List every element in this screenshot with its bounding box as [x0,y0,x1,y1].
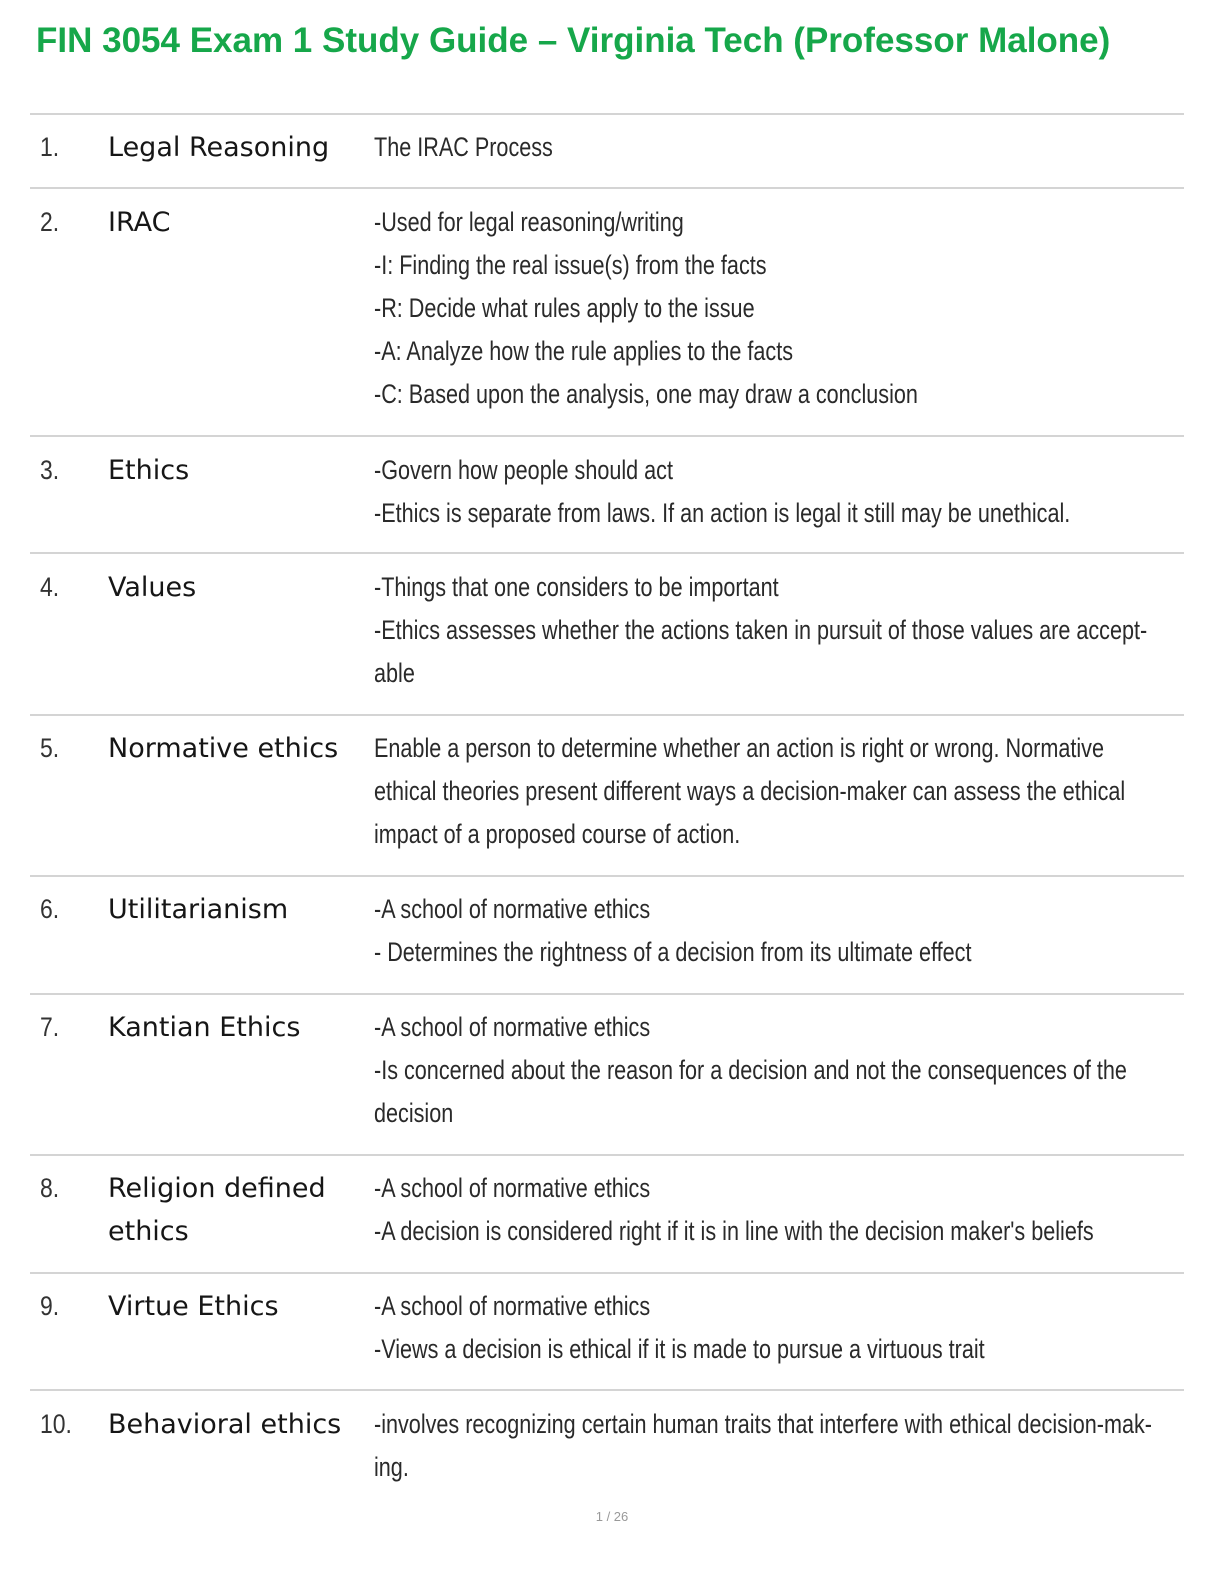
definition-line: -A school of normative ethics [374,1291,651,1321]
term-name: IRAC [108,207,171,238]
definition-line: -A: Analyze how the rule applies to the facts [374,336,794,366]
row-divider [30,1272,1184,1274]
definition-line: -Used for legal reasoning/writing [374,207,684,237]
item-number: 1. [40,132,60,162]
term-name: Legal Reasoning [108,132,330,163]
definition-line: -Is concerned about the reason for a decision and not the consequences of the [374,1055,1127,1085]
definition [374,888,1121,974]
definition-line: -A school of normative ethics [374,894,651,924]
definition [374,566,1224,695]
definition-line: -C: Based upon the analysis, one may draw a conclusion [374,379,918,409]
definition-line: decision [374,1098,454,1128]
row-divider [30,714,1184,716]
term-name: Utilitarianism [108,894,289,925]
term-name: Virtue Ethics [108,1291,279,1322]
definition-line: -Ethics assesses whether the actions taken in pursuit of those values are accept- [374,615,1148,645]
term-name-line: Religion defined [108,1173,326,1204]
term-name: Behavioral ethics [108,1409,342,1440]
definition-line: -I: Finding the real issue(s) from the facts [374,250,767,280]
item-number: 7. [40,1012,60,1042]
definition-line: ing. [374,1452,409,1482]
row-divider [30,113,1184,115]
definition-line: ethical theories present different ways a decision-maker can assess the ethical [374,776,1126,806]
page-title: FIN 3054 Exam 1 Study Guide – Virginia Tech (Professor Malone) [36,21,1111,60]
definition-line: -A decision is considered right if it is in line with the decision maker's beliefs [374,1216,1094,1246]
page-number: 1 / 26 [595,1509,629,1524]
definition-line: -Ethics is separate from laws. If an action is legal it still may be unethical. [374,498,1071,528]
definition [374,1285,1137,1371]
definition-line: -involves recognizing certain human traits that interfere with ethical decision-mak- [374,1409,1152,1439]
item-number: 8. [40,1173,60,1203]
definition-line: -Govern how people should act [374,455,673,485]
definition [374,1006,1224,1135]
row-divider [30,1154,1184,1156]
term-name: Kantian Ethics [108,1012,301,1043]
definition-line: Enable a person to determine whether an action is right or wrong. Normative [374,733,1104,763]
item-number: 3. [40,455,60,485]
definition-line: able [374,658,415,688]
definition-line: -Things that one considers to be important [374,572,779,602]
item-number: 2. [40,207,60,237]
definition [374,449,1224,535]
definition [374,1403,1224,1489]
term-name-line: ethics [108,1216,189,1247]
definition-line: impact of a proposed course of action. [374,819,741,849]
definition [374,1167,1224,1253]
item-number: 10. [40,1409,72,1439]
term-name: Normative ethics [108,733,339,764]
term-name: Ethics [108,455,190,486]
definition-line: - Determines the rightness of a decision from its ultimate effect [374,937,972,967]
definition [374,126,598,169]
definition-line: The IRAC Process [374,132,553,162]
row-divider [30,187,1184,189]
row-divider [30,993,1184,995]
definition-line: -A school of normative ethics [374,1012,651,1042]
row-divider [30,552,1184,554]
item-number: 6. [40,894,60,924]
row-divider [30,1389,1184,1391]
term-name: Values [108,572,197,603]
row-divider [30,875,1184,877]
term-name [108,1167,378,1253]
definition-line: -R: Decide what rules apply to the issue [374,293,755,323]
row-divider [30,435,1184,437]
definition-line: -A school of normative ethics [374,1173,651,1203]
item-number: 9. [40,1291,60,1321]
definition-line: -Views a decision is ethical if it is made to pursue a virtuous trait [374,1334,985,1364]
item-number: 5. [40,733,60,763]
definition [374,727,1224,856]
item-number: 4. [40,572,60,602]
definition [374,201,1054,416]
